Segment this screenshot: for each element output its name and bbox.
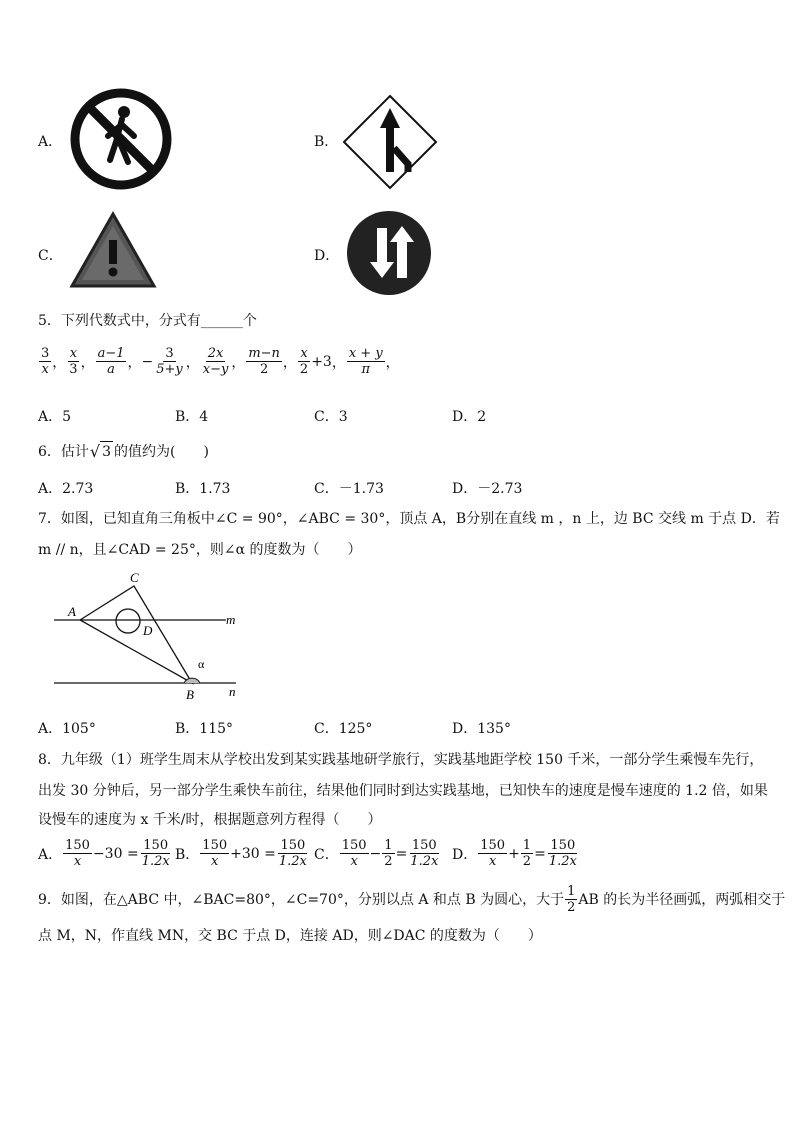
q7-option-a: A．105° [38, 721, 96, 737]
alpha-label: α [198, 657, 205, 671]
q5-stem: 5．下列代数式中，分式有______个 [38, 313, 257, 329]
triangle-abc [80, 586, 192, 683]
expr-5: $\frac{2x}{x-y}$ [202, 346, 229, 377]
q7-line-1: 7．如图，已知直角三角板中∠C = 90°，∠ABC = 30°，顶点 A，B分别在直线 m ，n 上，边 BC 交线 m 于点 D．若 [38, 511, 780, 527]
q7-figure [46, 566, 256, 702]
q7-line-2: m // n，且∠CAD = 25°，则∠α 的度数为（ ） [38, 542, 362, 558]
merge-lane-sign-icon [342, 94, 438, 190]
q8-line-3: 设慢车的速度为 x 千米/时，根据题意列方程得（ ） [38, 812, 382, 828]
q5-option-b: B．4 [175, 409, 209, 425]
q8-line-1: 8．九年级（1）班学生周末从学校出发到某实践基地研学旅行，实践基地距学校 150 千米，一部分学生乘慢车先行， [38, 752, 764, 768]
point-d-label: D [143, 623, 153, 638]
half-fraction: $\frac{1}{2}$ [567, 884, 576, 915]
q8-option-b: B． $\frac{150}{x}$ +30 = $\frac{150}{1.2x}$ [175, 838, 307, 869]
expr-8: $\frac{x + y}{\pi}$ [348, 346, 383, 377]
option-label: C． [38, 248, 63, 264]
expr-1: $\frac{3}{x}$ [41, 346, 50, 377]
q7-option-d: D．135° [452, 721, 511, 737]
q9-line-2: 点 M，N，作直线 MN，交 BC 于点 D，连接 AD，则∠DAC 的度数为（ ） [38, 928, 542, 944]
q5-option-a: A．5 [38, 409, 72, 425]
q7-option-c: C．125° [314, 721, 373, 737]
point-b-label: B [186, 687, 194, 702]
plus-three: +3 [311, 353, 332, 370]
q6-option-c: C．－1.73 [314, 481, 384, 497]
option-label: A． [38, 134, 63, 150]
q8-option-a: A． $\frac{150}{x}$ −30 = $\frac{150}{1.2x}$ [38, 838, 170, 869]
warning-triangle-sign-icon [68, 210, 158, 290]
expr-2: $\frac{x}{3}$ [69, 346, 78, 377]
line-m-label: m [226, 612, 236, 627]
expr-4: $\frac{3}{5+y}$ [156, 346, 183, 377]
line-n-label: n [229, 684, 236, 699]
q7-option-b: B．115° [175, 721, 234, 737]
q6-option-b: B．1.73 [175, 481, 231, 497]
expr-3: $\frac{a-1}{a}$ [97, 346, 125, 377]
q5-expressions: $\frac{3}{x}$ ， $\frac{x}{3}$ ， $\frac{a-1}{a}$ ， − $\frac{3}{5+y}$ ， $\frac{2x}{x-y}$ ， $\frac{m-n}{2}$ ， $\frac{x}{2}$ +3 ， $\frac{x + y}{\pi}$ ， [41, 346, 400, 377]
q6-option-a: A．2.73 [38, 481, 94, 497]
q8-line-2: 出发 30 分钟后，另一部分学生乘快车前往，结果他们同时到达实践基地，已知快车的速度是慢车速度的 1.2 倍，如果 [38, 783, 768, 799]
q5-option-c: C．3 [314, 409, 348, 425]
point-c-label: C [130, 570, 139, 585]
q5-option-d: D．2 [452, 409, 487, 425]
triangle-hole [116, 609, 140, 633]
expr-7: $\frac{x}{2}$ [299, 346, 309, 377]
q8-option-d: D． $\frac{150}{x}$ + $\frac{1}{2}$ = $\frac{150}{1.2x}$ [452, 838, 577, 869]
minus-sign: − [141, 353, 154, 370]
no-pedestrian-sign-icon [66, 86, 176, 192]
two-way-traffic-sign-icon [344, 210, 434, 296]
expr-6: $\frac{m-n}{2}$ [248, 346, 280, 377]
sqrt-expression: √ 3 [89, 442, 112, 461]
option-label: B． [314, 134, 339, 150]
q9-line-1: 9．如图，在△ABC 中，∠BAC=80°，∠C=70°，分别以点 A 和点 B 为圆心，大于 $\frac{1}{2}$ AB 的长为半径画弧，两弧相交于 [38, 884, 786, 915]
option-label: D． [314, 248, 340, 264]
q8-option-c: C． $\frac{150}{x}$ − $\frac{1}{2}$ = $\frac{150}{1.2x}$ [314, 838, 439, 869]
point-a-label: A [68, 604, 76, 619]
q6-option-d: D．－2.73 [452, 481, 523, 497]
q6-stem: 6．估计 √ 3 的值约为( ) [38, 442, 209, 461]
alpha-angle-mark [184, 678, 200, 683]
